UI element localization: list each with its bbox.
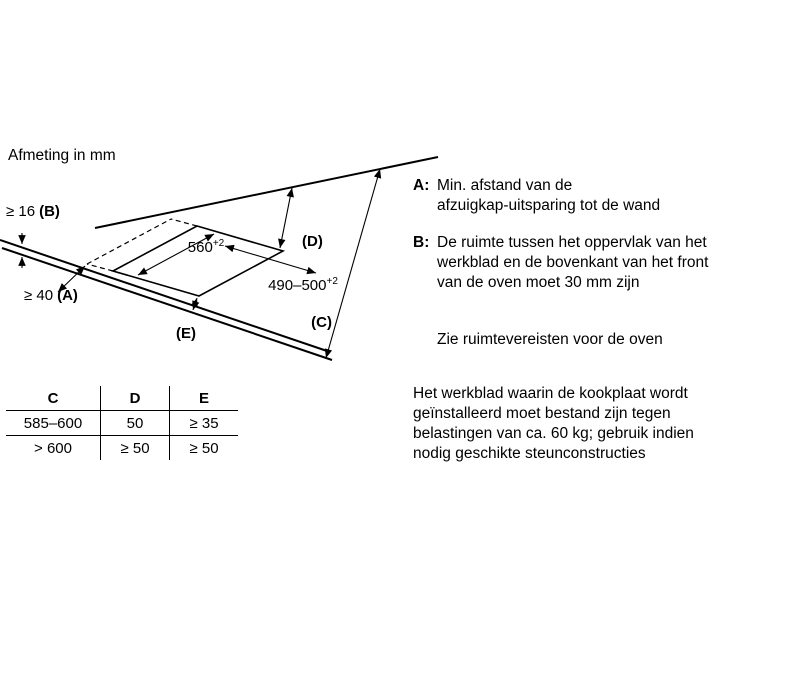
dim-label-e: (E): [176, 325, 196, 342]
note-line: Het werkblad waarin de kookplaat wordt: [413, 385, 688, 402]
cutout-outline: [113, 226, 283, 296]
worktop-front-edge-inner: [2, 248, 332, 360]
dim-label-c: (C): [311, 314, 332, 331]
table-header-e: E: [170, 386, 239, 411]
dim-arrow-490-500: [225, 246, 316, 273]
note-line: van de oven moet 30 mm zijn: [437, 274, 640, 291]
dim-label-d: (D): [302, 233, 323, 250]
dim-label-a: ≥ 40 (A): [24, 287, 78, 304]
table-cell: ≥ 35: [170, 411, 239, 436]
see-requirements-note: Zie ruimtevereisten voor de oven: [437, 331, 663, 348]
note-line: belastingen van ca. 60 kg; gebruik indien: [413, 425, 694, 442]
table-cell: ≥ 50: [101, 436, 170, 461]
worktop-note: [413, 384, 694, 464]
dimension-table: [6, 386, 238, 460]
note-line: werkblad en de bovenkant van het front: [437, 254, 709, 271]
note-line: afzuigkap-uitsparing tot de wand: [437, 197, 661, 214]
table-cell: 585–600: [6, 411, 101, 436]
table-header-d: D: [101, 386, 170, 411]
dim-arrow-e: [193, 298, 197, 310]
table-cell: 50: [101, 411, 170, 436]
note-b-text: [437, 233, 708, 293]
note-a: [413, 176, 660, 216]
dim-arrow-d: [280, 188, 292, 248]
dim-label-b: ≥ 16 (B): [6, 203, 60, 220]
note-a-text: [437, 176, 660, 216]
table-cell: ≥ 50: [189, 439, 219, 457]
dim-label-560: $560^{+2}$: [187, 238, 225, 256]
installation-diagram: [0, 135, 450, 385]
page-title: Afmeting in mm: [8, 147, 116, 164]
note-line: De ruimte tussen het oppervlak van het: [437, 234, 707, 251]
wall-line: [95, 157, 438, 228]
table-cell: > 600: [6, 436, 101, 461]
note-line: geïnstalleerd moet bestand zijn tegen: [413, 405, 671, 422]
table-row: [6, 436, 238, 461]
table-row: [6, 411, 238, 436]
dim-arrow-c: [326, 169, 380, 358]
table-header-row: [6, 386, 238, 411]
note-b: [413, 233, 708, 293]
note-line: Min. afstand van de: [437, 177, 573, 194]
note-line: nodig geschikte steunconstructies: [413, 445, 646, 462]
dim-label-490-500: $490-500^{+2}$: [268, 276, 338, 294]
note-b-label: B:: [413, 234, 430, 251]
note-a-label: A:: [413, 177, 430, 194]
table-header-c: C: [6, 386, 101, 411]
